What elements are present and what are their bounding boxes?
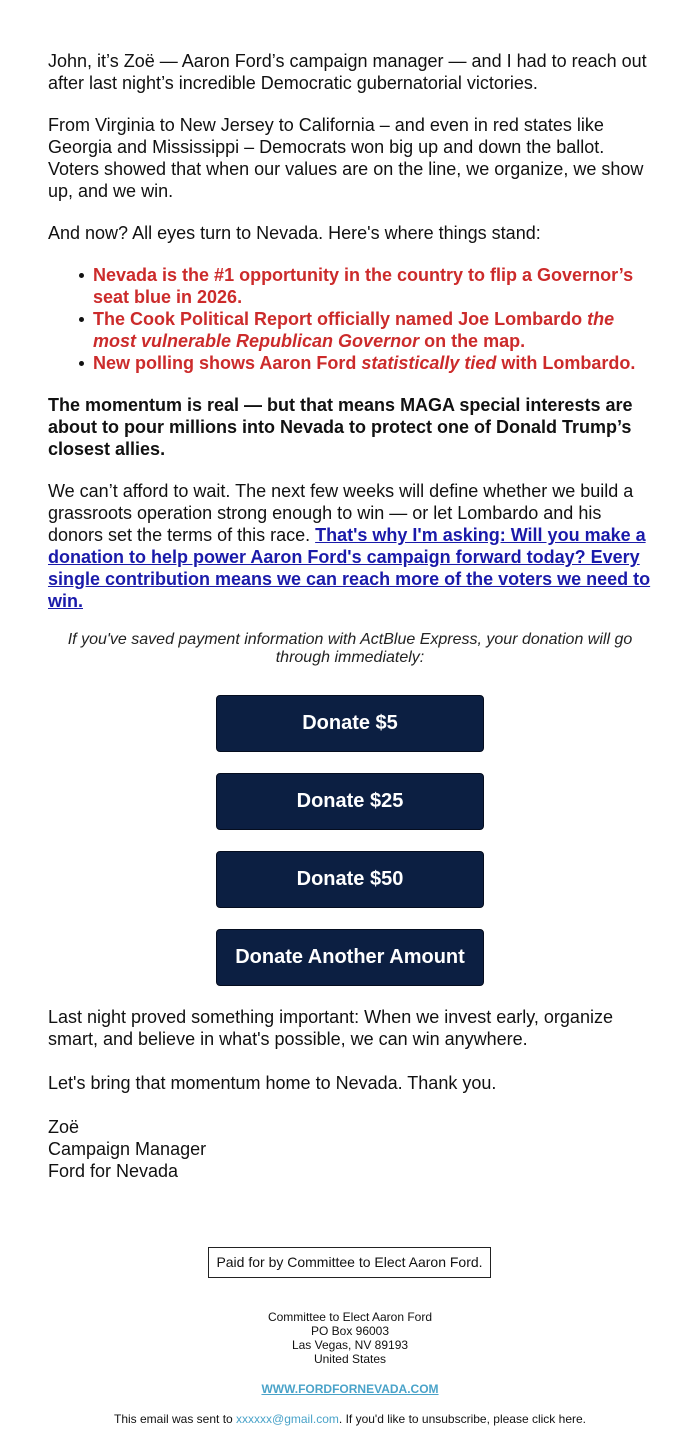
address-line: Las Vegas, NV 89193 xyxy=(291,1338,409,1352)
key-point-item: Nevada is the #1 opportunity in the country to flip a Governor’s seat blue in 2026. xyxy=(93,264,654,308)
address-line: Committee to Elect Aaron Ford xyxy=(267,1310,433,1324)
signature-title: Campaign Manager xyxy=(48,1139,207,1159)
website-link-row xyxy=(0,1382,700,1396)
ask-paragraph: We can’t afford to wait. The next few weeks will define whether we build a grassroots operation strong enough to win — or let Lombardo and his donors set the terms of this race. That's why I'm asking: Will you make a donation to help power Aaron Ford's campaign forward today? Every single contribution means we can reach more of the voters we need to win. xyxy=(48,481,651,611)
thank-you-paragraph: Let's bring that momentum home to Nevada. Thank you. xyxy=(48,1073,497,1093)
email-body xyxy=(48,50,654,632)
closing-paragraph: Last night proved something important: When we invest early, organize smart, and believe in what's possible, we can win anywhere. xyxy=(48,1007,613,1049)
closing-section xyxy=(48,1006,654,1182)
nevada-intro-paragraph: And now? All eyes turn to Nevada. Here's where things stand: xyxy=(48,223,541,243)
donation-ask-link[interactable]: That's why I'm asking: Will you make a donation to help power Aaron Ford's campaign forward today? Every single contribution means we can reach more of the voters we need to win. xyxy=(48,525,651,611)
key-point-item: New polling shows Aaron Ford statistically tied with Lombardo. xyxy=(93,352,654,374)
donate-25-button[interactable]: Donate $25 xyxy=(216,773,484,830)
website-link[interactable]: WWW.FORDFORNEVADA.COM xyxy=(261,1382,439,1396)
unsubscribe-text[interactable]: . If you'd like to unsubscribe, please click here. xyxy=(338,1412,586,1426)
address-line: PO Box 96003 xyxy=(310,1324,390,1338)
key-points-list xyxy=(48,264,654,374)
momentum-paragraph: The momentum is real — but that means MAGA special interests are about to pour millions into Nevada to protect one of Donald Trump’s closest allies. xyxy=(48,395,633,459)
victories-paragraph: From Virginia to New Jersey to California – and even in red states like Georgia and Mississippi – Democrats won big up and down the ballot. Voters showed that when our values are on the line, we organize, we show up, and we win. xyxy=(48,115,644,201)
donate-other-amount-button[interactable]: Donate Another Amount xyxy=(216,929,484,986)
key-point-item: The Cook Political Report officially named Joe Lombardo the most vulnerable Republican Governor on the map. xyxy=(93,308,654,352)
donate-50-button[interactable]: Donate $50 xyxy=(216,851,484,908)
donate-5-button[interactable]: Donate $5 xyxy=(216,695,484,752)
signature-name: Zoë xyxy=(48,1117,80,1137)
signature-org: Ford for Nevada xyxy=(48,1161,179,1181)
unsubscribe-note: This email was sent to xxxxxx@gmail.com. If you'd like to unsubscribe, please click here. xyxy=(113,1412,586,1426)
actblue-express-note: If you've saved payment information with ActBlue Express, your donation will go through immediately: xyxy=(67,631,633,666)
address-line: United States xyxy=(313,1352,387,1366)
paid-for-disclaimer: Paid for by Committee to Elect Aaron Ford. xyxy=(208,1247,491,1278)
recipient-email-link[interactable]: xxxxxx@gmail.com xyxy=(236,1412,339,1426)
signature xyxy=(48,1116,654,1182)
intro-paragraph: John, it’s Zoë — Aaron Ford’s campaign manager — and I had to reach out after last night’s incredible Democratic gubernatorial victories. xyxy=(48,51,647,93)
mailing-address xyxy=(0,1310,700,1366)
